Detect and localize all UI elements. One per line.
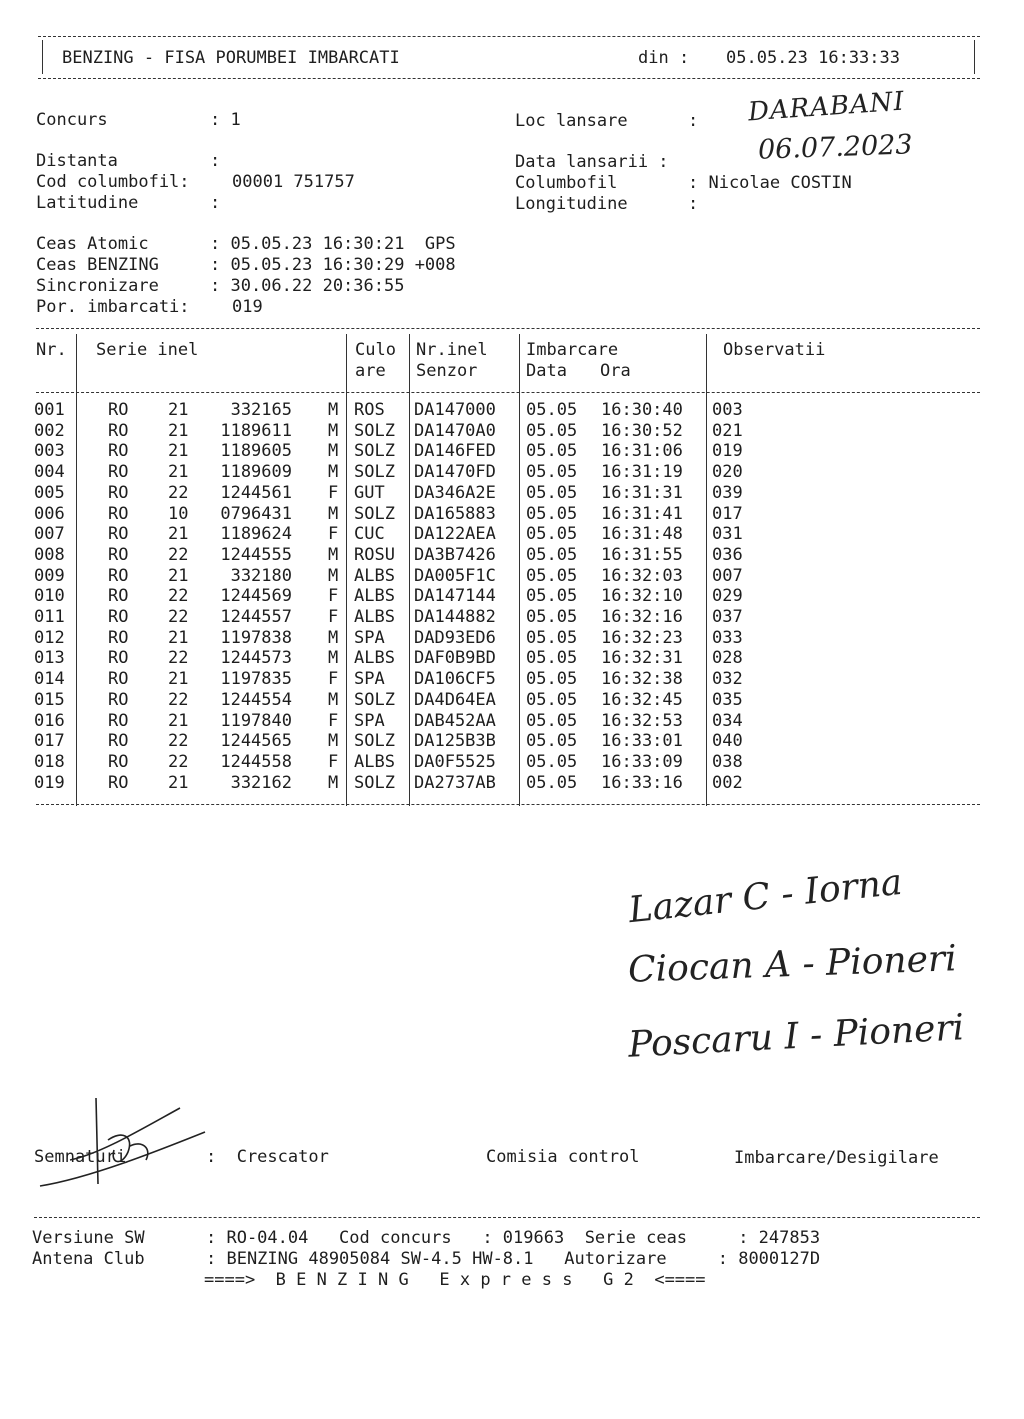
cell-sex: F [328,669,339,690]
cell-inel: 1197840 [220,710,292,731]
cell-ora: 16:33:09 [601,751,683,772]
antena-club-value: : BENZING 48905084 SW-4.5 HW-8.1 Autorizare : 8000127D [206,1249,821,1269]
cell-tara: RO [108,586,129,607]
cell-ora: 16:31:31 [601,482,683,503]
sincronizare-value: : 30.06.22 20:36:55 [210,276,405,296]
handwritten-note-line: Ciocan A - Pioneri [627,938,958,991]
cell-obs: 028 [712,648,743,669]
cell-tara: RO [108,669,129,690]
cell-ora: 16:30:52 [601,420,683,441]
table-row [0,545,1024,566]
cell-sex: F [328,586,339,607]
table-row [0,731,1024,752]
cell-an: 21 [168,441,189,462]
versiune-sw-label: Versiune SW [32,1228,145,1248]
cell-ora: 16:31:06 [601,441,683,462]
cell-obs: 038 [712,751,743,772]
cell-an: 22 [168,544,189,565]
concurs-value: : 1 [210,110,241,130]
cell-culoare: ROSU [354,544,395,565]
cell-culoare: SPA [354,669,385,690]
cell-tara: RO [108,441,129,462]
cell-data: 05.05 [526,441,578,462]
cell-senzor: DA146FED [414,441,496,462]
cell-nr: 013 [34,648,65,669]
table-row [0,524,1024,545]
cell-an: 21 [168,710,189,731]
antena-club-label: Antena Club [32,1249,145,1269]
table-row [0,586,1024,607]
benzing-express-banner: ====> B E N Z I N G E x p r e s s G 2 <==== [204,1270,706,1290]
cell-nr: 017 [34,731,65,752]
table-header-divider [36,392,980,393]
cell-tara: RO [108,524,129,545]
cell-data: 05.05 [526,400,578,420]
header-right-border [974,40,975,74]
cell-data: 05.05 [526,607,578,627]
cell-data: 05.05 [526,524,578,545]
cell-senzor: DA1470FD [414,462,496,483]
cell-an: 22 [168,586,189,607]
cell-nr: 019 [34,772,65,793]
table-row [0,400,1024,421]
cell-an: 22 [168,607,189,627]
cell-obs: 021 [712,420,743,441]
cell-senzor: DA2737AB [414,772,496,793]
cell-ora: 16:32:38 [601,669,683,690]
cell-tara: RO [108,689,129,710]
cell-senzor: DA005F1C [414,565,496,586]
cell-an: 22 [168,648,189,669]
cell-nr: 011 [34,607,65,627]
cell-nr: 005 [34,482,65,503]
cell-inel: 1189609 [220,462,292,483]
cell-senzor: DA125B3B [414,731,496,752]
cell-inel: 1189624 [220,524,292,545]
cell-obs: 032 [712,669,743,690]
cell-inel: 1244565 [220,731,292,752]
cell-ora: 16:32:03 [601,565,683,586]
table-row [0,607,1024,628]
cell-sex: M [328,689,339,710]
cell-ora: 16:30:40 [601,400,683,420]
cell-nr: 003 [34,441,65,462]
table-row [0,628,1024,649]
table-bottom-border [36,804,980,805]
cell-obs: 033 [712,627,743,648]
cell-ora: 16:33:01 [601,731,683,752]
cell-data: 05.05 [526,503,578,524]
cell-senzor: DAB452AA [414,710,496,731]
cell-tara: RO [108,648,129,669]
cell-inel: 1244558 [220,751,292,772]
cell-tara: RO [108,751,129,772]
longitudine-label: Longitudine [515,194,628,214]
cell-ora: 16:32:16 [601,607,683,627]
handwritten-loc-lansare: DARABANI [747,86,906,128]
cell-senzor: DA1470A0 [414,420,496,441]
sincronizare-label: Sincronizare [36,276,159,296]
distanta-value: : [210,151,221,171]
cell-data: 05.05 [526,710,578,731]
cell-culoare: GUT [354,482,385,503]
cell-inel: 332165 [230,400,292,420]
cell-sex: M [328,772,339,793]
col-header-nr-inel: Nr.inel [416,340,488,360]
cell-nr: 015 [34,689,65,710]
cell-an: 21 [168,565,189,586]
cell-nr: 016 [34,710,65,731]
cell-nr: 008 [34,544,65,565]
col-header-nr: Nr. [36,340,67,360]
col-header-serie-inel: Serie inel [96,340,199,360]
cell-culoare: ALBS [354,586,395,607]
distanta-label: Distanta [36,151,118,171]
signature-scribble [30,1090,210,1200]
cell-culoare: SPA [354,710,385,731]
cell-ora: 16:32:45 [601,689,683,710]
col-header-ora: Ora [600,361,631,381]
cod-columbofil-label: Cod columbofil: [36,172,190,192]
cell-data: 05.05 [526,544,578,565]
col-header-data: Data [526,361,567,381]
cell-senzor: DA4D64EA [414,689,496,710]
table-row [0,566,1024,587]
cell-nr: 002 [34,420,65,441]
table-row [0,421,1024,442]
cell-tara: RO [108,710,129,731]
cell-ora: 16:32:31 [601,648,683,669]
crescator-label: : Crescator [206,1147,329,1167]
cell-nr: 001 [34,400,65,420]
cell-data: 05.05 [526,482,578,503]
cell-data: 05.05 [526,689,578,710]
table-row [0,504,1024,525]
versiune-sw-value: : RO-04.04 Cod concurs : 019663 Serie ceas : 247853 [206,1228,821,1248]
latitudine-value: : [210,193,221,213]
cell-obs: 020 [712,462,743,483]
cell-sex: M [328,400,339,420]
cell-culoare: SOLZ [354,441,395,462]
cell-an: 21 [168,627,189,648]
cell-obs: 040 [712,731,743,752]
cell-data: 05.05 [526,627,578,648]
cell-sex: M [328,462,339,483]
cell-senzor: DA144882 [414,607,496,627]
cell-tara: RO [108,544,129,565]
cell-culoare: ALBS [354,648,395,669]
cell-culoare: ALBS [354,607,395,627]
handwritten-note-line: Lazar C - Iorna [626,861,905,932]
cell-senzor: DA122AEA [414,524,496,545]
comisia-control-label: Comisia control [486,1147,640,1167]
cell-an: 21 [168,400,189,420]
printed-label: din : [638,48,690,68]
cell-nr: 010 [34,586,65,607]
cell-inel: 1244569 [220,586,292,607]
semnaturi-label: Semnaturi [34,1147,127,1167]
cell-sex: M [328,565,339,586]
cell-senzor: DAF0B9BD [414,648,496,669]
cell-obs: 034 [712,710,743,731]
cell-culoare: SOLZ [354,689,395,710]
data-lansarii-label: Data lansarii : [515,152,669,172]
cell-tara: RO [108,462,129,483]
table-row [0,669,1024,690]
cell-ora: 16:31:41 [601,503,683,524]
cell-culoare: ALBS [354,751,395,772]
header-left-border [42,40,43,74]
cell-obs: 039 [712,482,743,503]
table-row [0,648,1024,669]
loc-lansare-label: Loc lansare [515,111,628,131]
cell-an: 22 [168,731,189,752]
latitudine-label: Latitudine [36,193,139,213]
cell-tara: RO [108,607,129,627]
cell-culoare: SOLZ [354,462,395,483]
cell-senzor: DA106CF5 [414,669,496,690]
cell-data: 05.05 [526,648,578,669]
cell-inel: 1244573 [220,648,292,669]
cell-sex: M [328,648,339,669]
porumbei-imbarcati-label: Por. imbarcati: [36,297,190,317]
cell-obs: 037 [712,607,743,627]
cell-sex: F [328,751,339,772]
table-row [0,711,1024,732]
cell-sex: M [328,420,339,441]
cell-ora: 16:31:55 [601,544,683,565]
cell-culoare: SOLZ [354,772,395,793]
cell-obs: 007 [712,565,743,586]
table-row [0,441,1024,462]
cod-columbofil-value: 00001 751757 [232,172,355,192]
cell-ora: 16:31:19 [601,462,683,483]
cell-culoare: SOLZ [354,503,395,524]
cell-tara: RO [108,420,129,441]
cell-sex: M [328,544,339,565]
cell-nr: 012 [34,627,65,648]
cell-obs: 019 [712,441,743,462]
cell-inel: 1189611 [220,420,292,441]
cell-obs: 031 [712,524,743,545]
cell-tara: RO [108,627,129,648]
cell-ora: 16:32:10 [601,586,683,607]
col-header-culoare: Culo [355,340,396,360]
concurs-label: Concurs [36,110,108,130]
cell-ora: 16:31:48 [601,524,683,545]
cell-data: 05.05 [526,751,578,772]
table-row [0,462,1024,483]
cell-culoare: CUC [354,524,385,545]
table-row [0,690,1024,711]
cell-inel: 1244557 [220,607,292,627]
imbarcare-desigilare-label: Imbarcare/Desigilare [734,1148,939,1168]
cell-sex: M [328,627,339,648]
footer-top-border [34,1217,980,1218]
columbofil-label: Columbofil [515,173,618,193]
cell-culoare: SPA [354,627,385,648]
cell-sex: F [328,607,339,627]
cell-senzor: DA147000 [414,400,496,420]
cell-inel: 1189605 [220,441,292,462]
cell-culoare: SOLZ [354,731,395,752]
cell-inel: 332180 [230,565,292,586]
loc-lansare-colon: : [688,111,699,131]
cell-sex: F [328,524,339,545]
cell-inel: 1244555 [220,544,292,565]
cell-sex: F [328,710,339,731]
cell-obs: 003 [712,400,743,420]
cell-nr: 006 [34,503,65,524]
cell-inel: 1244554 [220,689,292,710]
cell-sex: M [328,441,339,462]
ceas-atomic-label: Ceas Atomic [36,234,149,254]
cell-obs: 029 [712,586,743,607]
cell-an: 22 [168,482,189,503]
cell-ora: 16:32:23 [601,627,683,648]
cell-an: 21 [168,420,189,441]
handwritten-note-line: Poscaru I - Pioneri [627,1007,966,1066]
cell-data: 05.05 [526,772,578,793]
cell-nr: 014 [34,669,65,690]
cell-sex: M [328,503,339,524]
cell-culoare: SOLZ [354,420,395,441]
cell-data: 05.05 [526,565,578,586]
porumbei-imbarcati-value: 019 [232,297,263,317]
cell-nr: 007 [34,524,65,545]
header-bottom-border [38,78,980,79]
cell-data: 05.05 [526,586,578,607]
cell-inel: 1197838 [220,627,292,648]
header-top-border [38,36,980,37]
cell-ora: 16:33:16 [601,772,683,793]
cell-obs: 035 [712,689,743,710]
cell-an: 21 [168,772,189,793]
cell-senzor: DA165883 [414,503,496,524]
table-top-border [36,328,980,329]
cell-tara: RO [108,772,129,793]
table-row [0,483,1024,504]
printed-timestamp: 05.05.23 16:33:33 [726,48,900,68]
col-header-senzor: Senzor [416,361,478,381]
cell-data: 05.05 [526,669,578,690]
longitudine-value: : [688,194,699,214]
cell-data: 05.05 [526,462,578,483]
columbofil-value: : Nicolae COSTIN [688,173,852,193]
cell-tara: RO [108,482,129,503]
cell-obs: 017 [712,503,743,524]
col-header-imbarcare: Imbarcare [526,340,619,360]
cell-tara: RO [108,731,129,752]
cell-culoare: ALBS [354,565,395,586]
cell-senzor: DA3B7426 [414,544,496,565]
cell-sex: F [328,482,339,503]
table-row [0,752,1024,773]
ceas-benzing-value: : 05.05.23 16:30:29 +008 [210,255,456,275]
table-row [0,773,1024,794]
cell-an: 10 [168,503,189,524]
cell-senzor: DA346A2E [414,482,496,503]
cell-tara: RO [108,565,129,586]
cell-data: 05.05 [526,731,578,752]
cell-senzor: DAD93ED6 [414,627,496,648]
cell-an: 21 [168,669,189,690]
cell-inel: 0796431 [220,503,292,524]
cell-nr: 004 [34,462,65,483]
cell-culoare: ROS [354,400,385,420]
cell-tara: RO [108,503,129,524]
cell-obs: 036 [712,544,743,565]
col-header-culoare-2: are [355,361,386,381]
cell-inel: 332162 [230,772,292,793]
cell-data: 05.05 [526,420,578,441]
cell-ora: 16:32:53 [601,710,683,731]
cell-nr: 009 [34,565,65,586]
cell-an: 21 [168,462,189,483]
ceas-atomic-value: : 05.05.23 16:30:21 GPS [210,234,456,254]
col-header-observatii: Observatii [723,340,826,360]
cell-senzor: DA147144 [414,586,496,607]
cell-sex: M [328,731,339,752]
handwritten-data-lansare: 06.07.2023 [757,129,914,166]
cell-senzor: DA0F5525 [414,751,496,772]
cell-an: 21 [168,524,189,545]
cell-inel: 1244561 [220,482,292,503]
cell-an: 22 [168,689,189,710]
document-title: BENZING - FISA PORUMBEI IMBARCATI [62,48,400,68]
cell-tara: RO [108,400,129,420]
cell-obs: 002 [712,772,743,793]
ceas-benzing-label: Ceas BENZING [36,255,159,275]
cell-nr: 018 [34,751,65,772]
cell-inel: 1197835 [220,669,292,690]
cell-an: 22 [168,751,189,772]
